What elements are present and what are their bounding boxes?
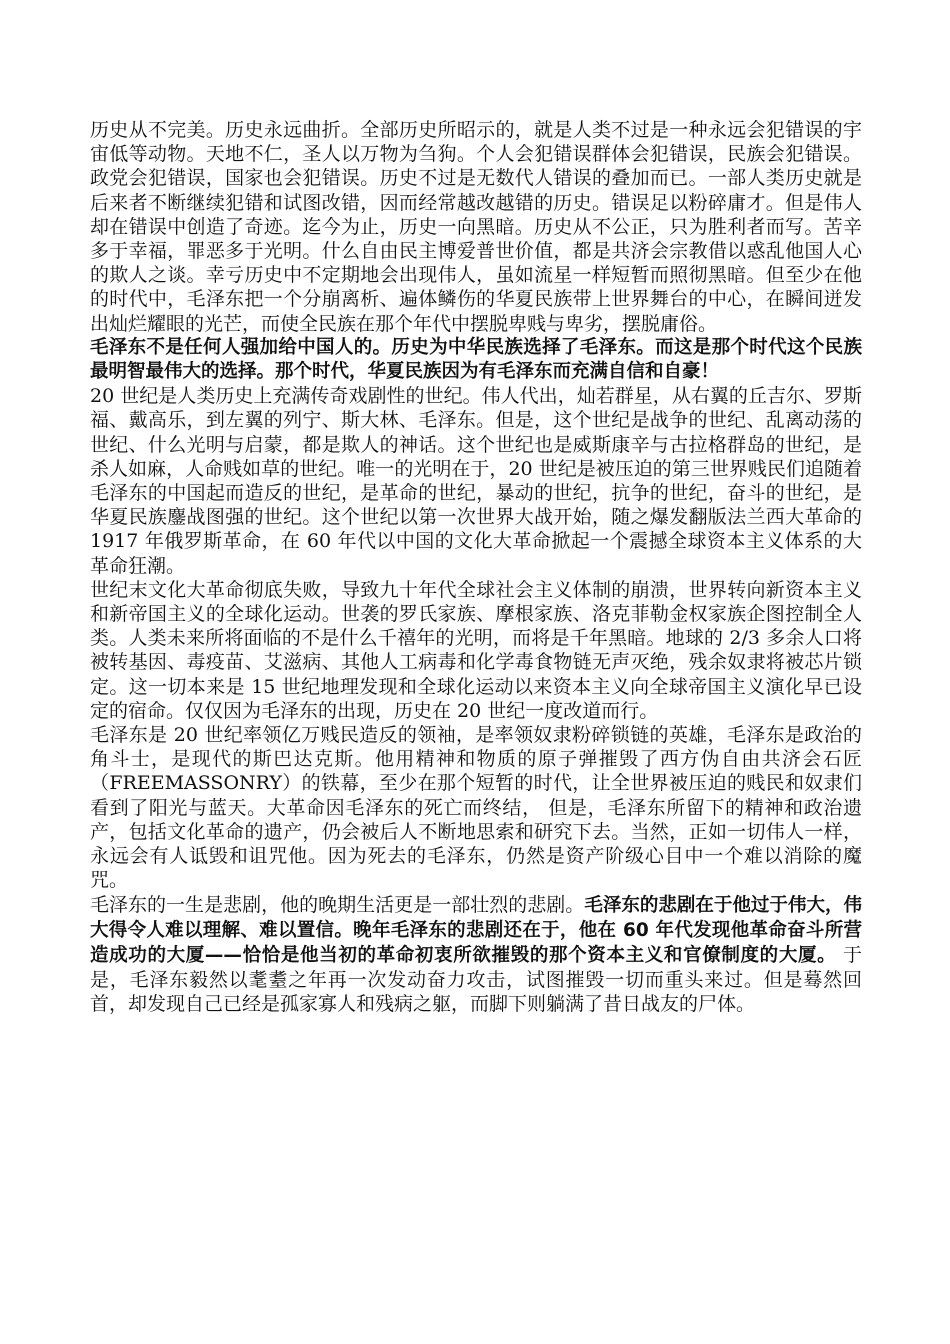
paragraph-bold-choice: 毛泽东不是任何人强加给中国人的。历史为中华民族选择了毛泽东。而这是那个时代这个民族最明智最伟大的选择。那个时代，华夏民族因为有毛泽东而充满自信和自豪！ (90, 336, 862, 383)
paragraph-leader: 毛泽东是 20 世纪率领亿万贱民造反的领袖，是率领奴隶粉碎锁链的英雄，毛泽东是政治的角斗士，是现代的斯巴达克斯。他用精神和物质的原子弹摧毁了西方伪自由共济会石匠（FREEMASSONRY）的铁幕，至少在那个短暂的时代，让全世界被压迫的贱民和奴隶们看到了阳光与蓝天。大革命因毛泽东的死亡而终结， 但是，毛泽东所留下的精神和政治遗产，包括文化革命的遗产，仍会被后人不断地思索和研究下去。当然，正如一切伟人一样，永远会有人诋毁和诅咒他。因为死去的毛泽东，仍然是资产阶级心目中一个难以消除的魔咒。 (90, 724, 862, 892)
tragedy-intro-text: 毛泽东的一生是悲剧，他的晚期生活更是一部壮烈的悲剧。 (90, 893, 585, 916)
document-page (90, 118, 862, 1017)
tragedy-ending-text: 于是，毛泽东毅然以耄耋之年再一次发动奋力攻击，试图摧毁一切而重头来过。但是蓦然回首，却发现自己已经是孤家寡人和残病之躯，而脚下则躺满了昔日战友的尸体。 (90, 943, 862, 1016)
paragraph-20th-century: 20 世纪是人类历史上充满传奇戏剧性的世纪。伟人代出，灿若群星，从右翼的丘吉尔、罗斯福、戴高乐，到左翼的列宁、斯大林、毛泽东。但是，这个世纪是战争的世纪、乱离动荡的世纪、什么光明与启蒙，都是欺人的神话。这个世纪也是威斯康辛与古拉格群岛的世纪，是杀人如麻，人命贱如草的世纪。唯一的光明在于，20 世纪是被压迫的第三世界贱民们追随着毛泽东的中国起而造反的世纪，是革命的世纪，暴动的世纪，抗争的世纪，奋斗的世纪，是华夏民族鏖战图强的世纪。这个世纪以第一次世界大战开始，随之爆发翻版法兰西大革命的 1917 年俄罗斯革命，在 60 年代以中国的文化大革命掀起一个震撼全球资本主义体系的大革命狂潮。 (90, 385, 862, 577)
paragraph-tragedy (90, 893, 862, 1017)
paragraph-history: 历史从不完美。历史永远曲折。全部历史所昭示的，就是人类不过是一种永远会犯错误的宇宙低等动物。天地不仁，圣人以万物为刍狗。个人会犯错误群体会犯错误，民族会犯错误。政党会犯错误，国家也会犯错误。历史不过是无数代人错误的叠加而已。一部人类历史就是后来者不断继续犯错和试图改错，因而经常越改越错的历史。错误足以粉碎庸才。但是伟人却在错误中创造了奇迹。迄今为止，历史一向黑暗。历史从不公正，只为胜利者而写。苦辛多于幸福，罪恶多于光明。什么自由民主博爱普世价值，都是共济会宗教借以惑乱他国人心的欺人之谈。幸亏历史中不定期地会出现伟人，虽如流星一样短暂而照彻黑暗。但至少在他的时代中，毛泽东把一个分崩离析、遍体鳞伤的华夏民族带上世界舞台的中心，在瞬间迸发出灿烂耀眼的光芒，而使全民族在那个年代中摆脱卑贱与卑劣，摆脱庸俗。 (90, 119, 862, 335)
tragedy-bold-text: 毛泽东的悲剧在于他过于伟大，伟大得令人难以理解、难以置信。晚年毛泽东的悲剧还在于，他在 60 年代发现他革命奋斗所营造成功的大厦——恰恰是他当初的革命初衷所欲摧毁的那个资本主义和官僚制度的大厦。 (90, 894, 862, 966)
paragraph-end-of-century: 世纪末文化大革命彻底失败，导致九十年代全球社会主义体制的崩溃，世界转向新资本主义和新帝国主义的全球化运动。世袭的罗氏家族、摩根家族、洛克菲勒金权家族企图控制全人类。人类未来所将面临的不是什么千禧年的光明，而将是千年黑暗。地球的 2/3 多余人口将被转基因、毒疫苗、艾滋病、其他人工病毒和化学毒食物链无声灭绝，残余奴隶将被芯片锁定。这一切本来是 15 世纪地理发现和全球化运动以来资本主义向全球帝国主义演化早已设定的宿命。仅仅因为毛泽东的出现，历史在 20 世纪一度改道而行。 (90, 578, 862, 722)
